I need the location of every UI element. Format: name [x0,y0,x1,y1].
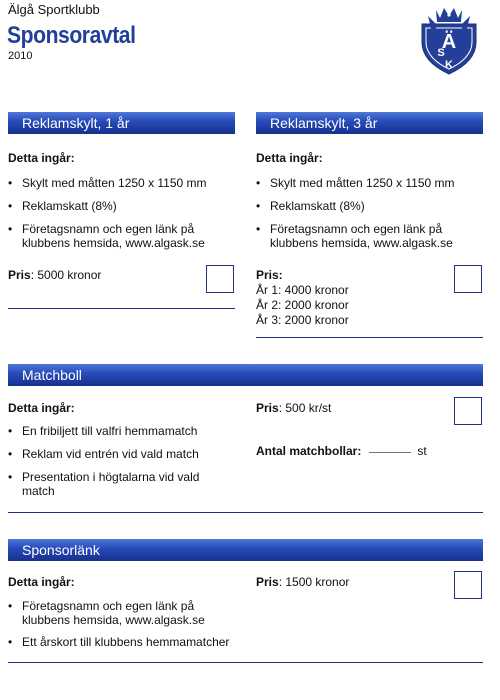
list-item: • Reklam vid entrén vid vald match [8,447,233,461]
price-value: : 5000 kronor [30,268,102,282]
list-item: • Presentation i högtalarna vid vald match [8,470,233,498]
price-value: : 1500 kronor [278,575,350,589]
divider [8,662,483,663]
list-item: • Företagsnamn och egen länk på klubbens hemsida, www.algask.se [256,222,478,250]
club-logo-icon [414,6,484,76]
price-label: Pris [256,401,279,415]
price-line: År 3: 2000 kronor [256,313,349,327]
section-header-sponsorlank: Sponsorlänk [8,539,483,561]
divider [8,512,483,513]
list-item: • Skylt med måtten 1250 x 1150 mm [8,176,233,190]
document-title: Sponsoravtal [7,22,136,49]
list-item: • Företagsnamn och egen länk på klubbens hemsida, www.algask.se [8,222,233,250]
quantity-unit: st [417,444,427,458]
price-value: : 500 kr/st [278,401,332,415]
includes-label: Detta ingår: [256,151,323,165]
section-header-reklamskylt-1: Reklamskylt, 1 år [8,112,235,134]
club-name: Älgå Sportklubb [8,2,100,17]
divider [8,308,235,309]
select-checkbox-reklamskylt-1[interactable] [206,265,234,293]
quantity-field[interactable] [369,452,411,453]
includes-label: Detta ingår: [8,401,75,415]
logo-letter-a: Ä [441,31,457,53]
price-text [256,401,331,415]
price-line: År 1: 4000 kronor [256,283,349,297]
list-item: • Reklamskatt (8%) [8,199,233,213]
list-item: • Skylt med måtten 1250 x 1150 mm [256,176,478,190]
quantity-row [256,444,427,458]
list-item: • Ett årskort till klubbens hemmamatcher [8,635,243,649]
price-text [8,268,101,282]
includes-label: Detta ingår: [8,151,75,165]
price-line: År 2: 2000 kronor [256,298,349,312]
quantity-label: Antal matchbollar: [256,444,362,458]
divider [256,337,483,338]
select-checkbox-matchboll[interactable] [454,397,482,425]
list-item: • En fribiljett till valfri hemmamatch [8,424,233,438]
price-label: Pris [8,268,31,282]
price-label: Pris: [256,268,283,282]
price-label: Pris [256,575,279,589]
select-checkbox-reklamskylt-3[interactable] [454,265,482,293]
price-text [256,575,349,589]
list-item: • Reklamskatt (8%) [256,199,478,213]
logo-letter-s: S [437,47,445,59]
includes-label: Detta ingår: [8,575,75,589]
list-item: • Företagsnamn och egen länk på klubbens hemsida, www.algask.se [8,599,233,627]
document-year: 2010 [8,50,33,62]
select-checkbox-sponsorlank[interactable] [454,571,482,599]
logo-letter-k: K [445,59,453,71]
section-header-reklamskylt-3: Reklamskylt, 3 år [256,112,483,134]
section-header-matchboll: Matchboll [8,364,483,386]
